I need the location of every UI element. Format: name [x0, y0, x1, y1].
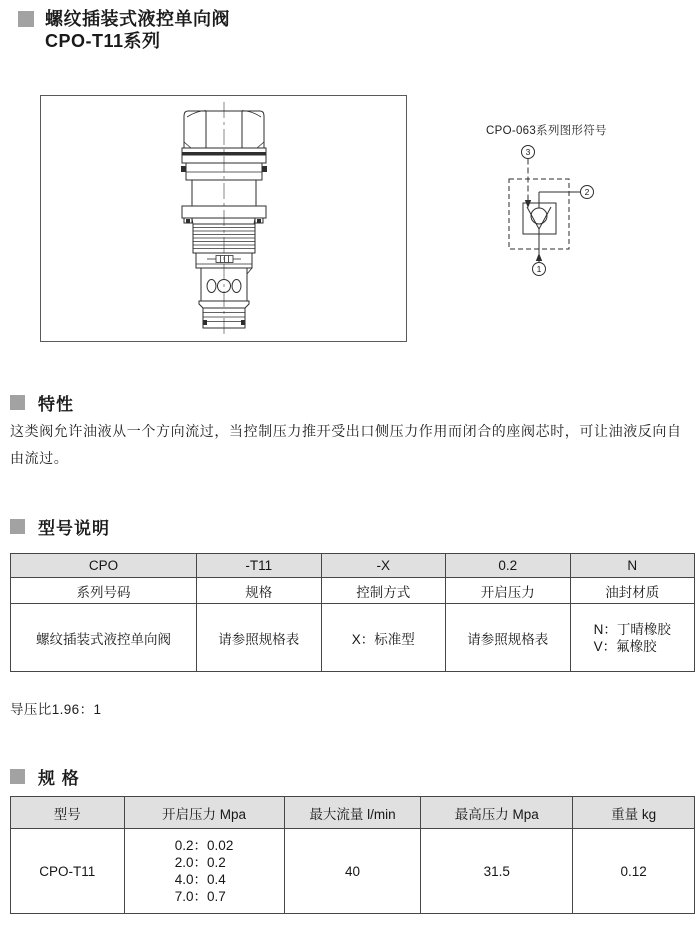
- port-1-label: 1: [536, 264, 542, 274]
- spec-heading-text: 规 格: [38, 769, 80, 788]
- spec-weight-cell: 0.12: [573, 829, 695, 914]
- label-cell: 规格: [197, 578, 321, 604]
- features-paragraph: 这类阀允许油液从一个方向流过，当控制压力推开受出口侧压力作用而闭合的座阀芯时，可让油液反向自由流过。: [10, 423, 682, 466]
- seal-material-cell: [570, 604, 695, 672]
- opening-pressure-value: 0.2：0.02: [174, 838, 234, 853]
- code-cell: -X: [321, 554, 445, 578]
- label-cell: 开启压力: [446, 578, 570, 604]
- model-section-heading: [10, 514, 110, 539]
- port-3-label: 3: [525, 147, 531, 157]
- label-cell: 控制方式: [321, 578, 445, 604]
- opening-pressure-value: 4.0：0.4: [174, 872, 226, 887]
- spec-header-cell: 最大流量 l/min: [284, 797, 421, 829]
- page-title: 螺纹插装式液控单向阀: [45, 9, 230, 29]
- spec-max-pressure-cell: 31.5: [421, 829, 573, 914]
- spec-table: [10, 796, 695, 914]
- desc-cell: 请参照规格表: [197, 604, 321, 672]
- pilot-ratio-note: 导压比1.96：1: [10, 702, 102, 717]
- code-cell: CPO: [11, 554, 197, 578]
- spec-data-row: [11, 829, 695, 914]
- section-bullet-square: [10, 769, 25, 784]
- code-cell: N: [570, 554, 695, 578]
- model-code-row: [11, 554, 695, 578]
- section-bullet-square: [10, 395, 25, 410]
- desc-cell: 螺纹插装式液控单向阀: [11, 604, 197, 672]
- model-code-table: [10, 553, 695, 672]
- schematic-symbol-label: CPO-063系列图形符号: [486, 125, 607, 137]
- title-bullet-square: [18, 11, 34, 27]
- desc-cell: 请参照规格表: [446, 604, 570, 672]
- label-cell: 系列号码: [11, 578, 197, 604]
- model-heading-text: 型号说明: [38, 519, 110, 538]
- section-bullet-square: [10, 519, 25, 534]
- code-cell: 0.2: [446, 554, 570, 578]
- code-cell: -T11: [197, 554, 321, 578]
- check-valve-symbol-diagram: [470, 140, 640, 300]
- features-section-heading: [10, 390, 74, 415]
- features-heading-text: 特性: [38, 395, 74, 414]
- model-desc-row: [11, 604, 695, 672]
- spec-header-row: [11, 797, 695, 829]
- valve-drawing-box: [40, 95, 407, 342]
- opening-pressure-value: 2.0：0.2: [174, 855, 226, 870]
- page-title-block: [18, 8, 230, 52]
- model-label-row: [11, 578, 695, 604]
- spec-section-heading: [10, 764, 80, 789]
- seal-option: V：氟橡胶: [593, 638, 657, 654]
- hydraulic-symbol: [470, 140, 640, 300]
- spec-max-flow-cell: 40: [284, 829, 421, 914]
- spec-opening-pressure-cell: [124, 829, 284, 914]
- spec-header-cell: 开启压力 Mpa: [124, 797, 284, 829]
- spec-model-cell: CPO-T11: [11, 829, 125, 914]
- spec-header-cell: 重量 kg: [573, 797, 695, 829]
- desc-cell: X：标准型: [321, 604, 445, 672]
- label-cell: 油封材质: [570, 578, 695, 604]
- seal-option: N：丁晴橡胶: [593, 621, 671, 637]
- port-2-label: 2: [584, 187, 590, 197]
- cartridge-valve-drawing: [41, 96, 406, 341]
- spec-header-cell: 型号: [11, 797, 125, 829]
- spec-header-cell: 最高压力 Mpa: [421, 797, 573, 829]
- opening-pressure-value: 7.0：0.7: [174, 889, 226, 904]
- page-subtitle: CPO-T11系列: [45, 31, 161, 51]
